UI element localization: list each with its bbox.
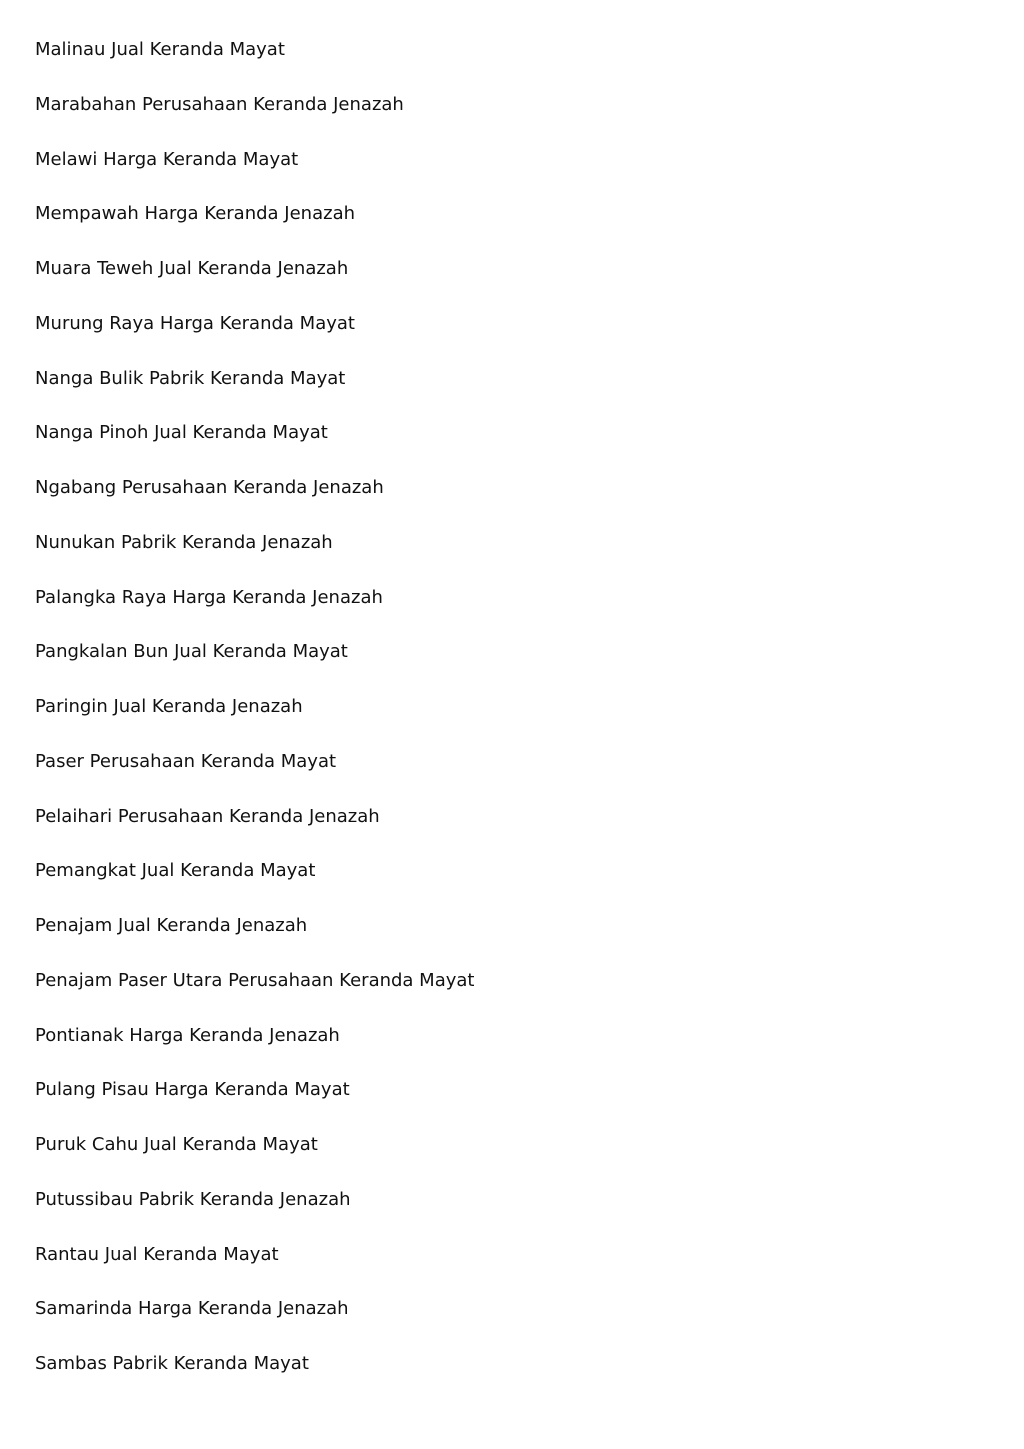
list-item: Puruk Cahu Jual Keranda Mayat	[35, 1134, 318, 1155]
list-item: Murung Raya Harga Keranda Mayat	[35, 312, 355, 334]
list-item: Sambas Pabrik Keranda Mayat	[35, 1353, 309, 1374]
keyword-list	[35, 36, 935, 1405]
list-item: Pontianak Harga Keranda Jenazah	[35, 1024, 340, 1046]
list-item: Pemangkat Jual Keranda Mayat	[35, 860, 316, 882]
list-item: Muara Teweh Jual Keranda Jenazah	[35, 258, 349, 279]
list-item: Samarinda Harga Keranda Jenazah	[35, 1298, 349, 1320]
list-item: Pelaihari Perusahaan Keranda Jenazah	[35, 805, 380, 827]
list-item: Pulang Pisau Harga Keranda Mayat	[35, 1079, 350, 1101]
list-item: Penajam Jual Keranda Jenazah	[35, 915, 308, 936]
list-item: Palangka Raya Harga Keranda Jenazah	[35, 586, 383, 608]
list-item: Malinau Jual Keranda Mayat	[35, 39, 285, 60]
list-item: Paringin Jual Keranda Jenazah	[35, 696, 303, 717]
list-item: Nanga Bulik Pabrik Keranda Mayat	[35, 367, 346, 389]
list-item: Mempawah Harga Keranda Jenazah	[35, 203, 356, 225]
list-item: Marabahan Perusahaan Keranda Jenazah	[35, 93, 404, 115]
list-item: Nanga Pinoh Jual Keranda Mayat	[35, 422, 328, 444]
list-item: Paser Perusahaan Keranda Mayat	[35, 750, 337, 772]
list-item: Melawi Harga Keranda Mayat	[35, 148, 299, 170]
list-item: Nunukan Pabrik Keranda Jenazah	[35, 531, 333, 553]
list-item: Ngabang Perusahaan Keranda Jenazah	[35, 477, 384, 498]
list-item: Penajam Paser Utara Perusahaan Keranda Mayat	[35, 969, 475, 991]
list-item: Rantau Jual Keranda Mayat	[35, 1243, 279, 1265]
list-item: Pangkalan Bun Jual Keranda Mayat	[35, 641, 348, 663]
list-item: Putussibau Pabrik Keranda Jenazah	[35, 1188, 351, 1210]
